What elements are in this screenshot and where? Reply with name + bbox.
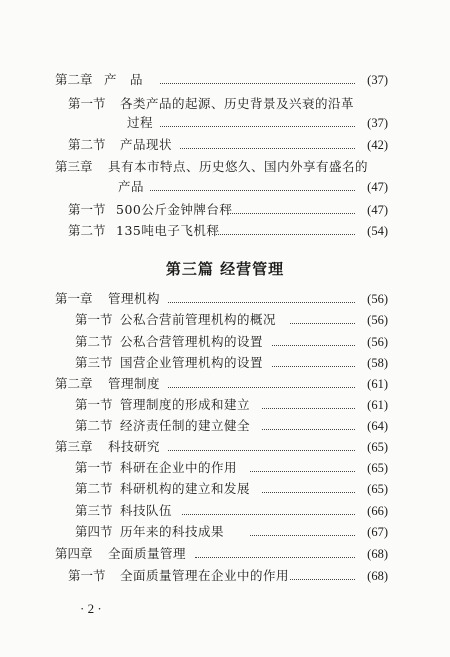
entry-page: (56) <box>367 335 388 349</box>
toc-entry-section <box>0 353 450 373</box>
dot-leader <box>250 535 355 536</box>
entry-page: (66) <box>367 504 388 518</box>
entry-title: 产品现状 <box>120 137 173 152</box>
entry-label: 第二节 <box>68 223 106 238</box>
entry-label: 第三章 <box>55 439 93 454</box>
entry-label: 第四节 <box>75 524 113 539</box>
dot-leader <box>262 492 355 493</box>
entry-title: 135吨电子飞机秤 <box>116 223 220 238</box>
entry-page: (47) <box>367 180 388 194</box>
dot-leader <box>195 557 355 558</box>
entry-title: 科研在企业中的作用 <box>120 460 238 475</box>
toc-entry-chapter <box>0 157 450 177</box>
entry-label: 第三节 <box>75 503 113 518</box>
entry-title: 经济责任制的建立健全 <box>120 418 251 433</box>
toc-entry-chapter <box>0 374 450 394</box>
toc-entry-section <box>0 135 450 155</box>
entry-label: 第四章 <box>55 546 93 561</box>
entry-title: 具有本市特点、历史悠久、国内外享有盛名的 <box>108 159 369 174</box>
dot-leader <box>272 366 355 367</box>
toc-entry-section <box>0 200 450 220</box>
toc-entry-chapter <box>0 289 450 309</box>
toc-entry-section <box>0 310 450 330</box>
entry-title: 产 品 <box>104 72 144 87</box>
entry-title: 各类产品的起源、历史背景及兴衰的沿革 <box>120 96 355 111</box>
entry-title: 公私合营管理机构的设置 <box>120 334 264 349</box>
entry-title: 全面质量管理 <box>108 546 187 561</box>
dot-leader <box>168 450 355 451</box>
toc-entry-section <box>0 501 450 521</box>
entry-title: 国营企业管理机构的设置 <box>120 355 264 370</box>
toc-entry-section <box>0 221 450 241</box>
entry-page: (67) <box>367 525 388 539</box>
dot-leader <box>272 345 355 346</box>
dot-leader <box>228 213 355 214</box>
entry-page: (61) <box>367 398 388 412</box>
dot-leader <box>180 148 355 149</box>
entry-title: 管理制度的形成和建立 <box>120 397 251 412</box>
entry-page: (68) <box>367 569 388 583</box>
entry-label: 第二节 <box>68 137 106 152</box>
toc-entry-section <box>0 395 450 415</box>
entry-title: 科研机构的建立和发展 <box>120 481 251 496</box>
entry-label: 第二章 <box>55 72 93 87</box>
dot-leader <box>290 323 355 324</box>
dot-leader <box>182 514 355 515</box>
page-number: · 2 · <box>80 601 102 616</box>
toc-entry-section <box>0 458 450 478</box>
entry-page: (37) <box>367 73 388 87</box>
entry-page: (65) <box>367 440 388 454</box>
entry-title: 产品 <box>118 179 145 194</box>
entry-title: 管理机构 <box>108 291 161 306</box>
entry-page: (56) <box>367 313 388 327</box>
entry-page: (42) <box>367 138 388 152</box>
dot-leader <box>168 387 355 388</box>
entry-page: (68) <box>367 547 388 561</box>
toc-entry-section <box>0 566 450 586</box>
entry-page: (61) <box>367 377 388 391</box>
dot-leader <box>160 83 355 84</box>
toc-entry-continuation <box>0 113 450 133</box>
entry-label: 第三章 <box>55 159 93 174</box>
entry-title: 管理制度 <box>108 376 161 391</box>
entry-page: (56) <box>367 292 388 306</box>
dot-leader <box>250 471 355 472</box>
entry-title: 全面质量管理在企业中的作用 <box>120 568 290 583</box>
toc-entry-section <box>0 416 450 436</box>
entry-label: 第一节 <box>68 202 106 217</box>
entry-page: (65) <box>367 461 388 475</box>
entry-label: 第三节 <box>75 355 113 370</box>
toc-entry-chapter <box>0 437 450 457</box>
entry-label: 第一节 <box>75 312 113 327</box>
entry-title: 科技队伍 <box>120 503 173 518</box>
part-heading: 第三篇 经营管理 <box>165 260 285 278</box>
toc-entry-section <box>0 332 450 352</box>
entry-title: 500公斤金钟牌台秤 <box>116 202 233 217</box>
entry-label: 第一节 <box>68 96 106 111</box>
dot-leader <box>168 302 355 303</box>
entry-page: (58) <box>367 356 388 370</box>
entry-label: 第一章 <box>55 291 93 306</box>
dot-leader <box>150 190 355 191</box>
toc-entry-section <box>0 479 450 499</box>
entry-title: 科技研究 <box>108 439 161 454</box>
entry-page: (47) <box>367 203 388 217</box>
toc-entry-section <box>0 94 450 114</box>
entry-page: (37) <box>367 116 388 130</box>
entry-label: 第二章 <box>55 376 93 391</box>
entry-page: (54) <box>367 224 388 238</box>
entry-title: 过程 <box>127 115 154 130</box>
entry-title: 公私合营前管理机构的概况 <box>120 312 277 327</box>
entry-label: 第一节 <box>68 568 106 583</box>
dot-leader <box>290 579 355 580</box>
entry-label: 第二节 <box>75 334 113 349</box>
dot-leader <box>262 408 355 409</box>
toc-entry-section <box>0 522 450 542</box>
dot-leader <box>160 126 355 127</box>
entry-title: 历年来的科技成果 <box>120 524 225 539</box>
entry-page: (64) <box>367 419 388 433</box>
dot-leader <box>212 234 355 235</box>
entry-label: 第一节 <box>75 460 113 475</box>
entry-label: 第二节 <box>75 481 113 496</box>
entry-label: 第一节 <box>75 397 113 412</box>
toc-entry-chapter <box>0 544 450 564</box>
toc-entry-chapter <box>0 70 450 90</box>
toc-entry-continuation <box>0 177 450 197</box>
dot-leader <box>262 429 355 430</box>
entry-page: (65) <box>367 482 388 496</box>
entry-label: 第二节 <box>75 418 113 433</box>
